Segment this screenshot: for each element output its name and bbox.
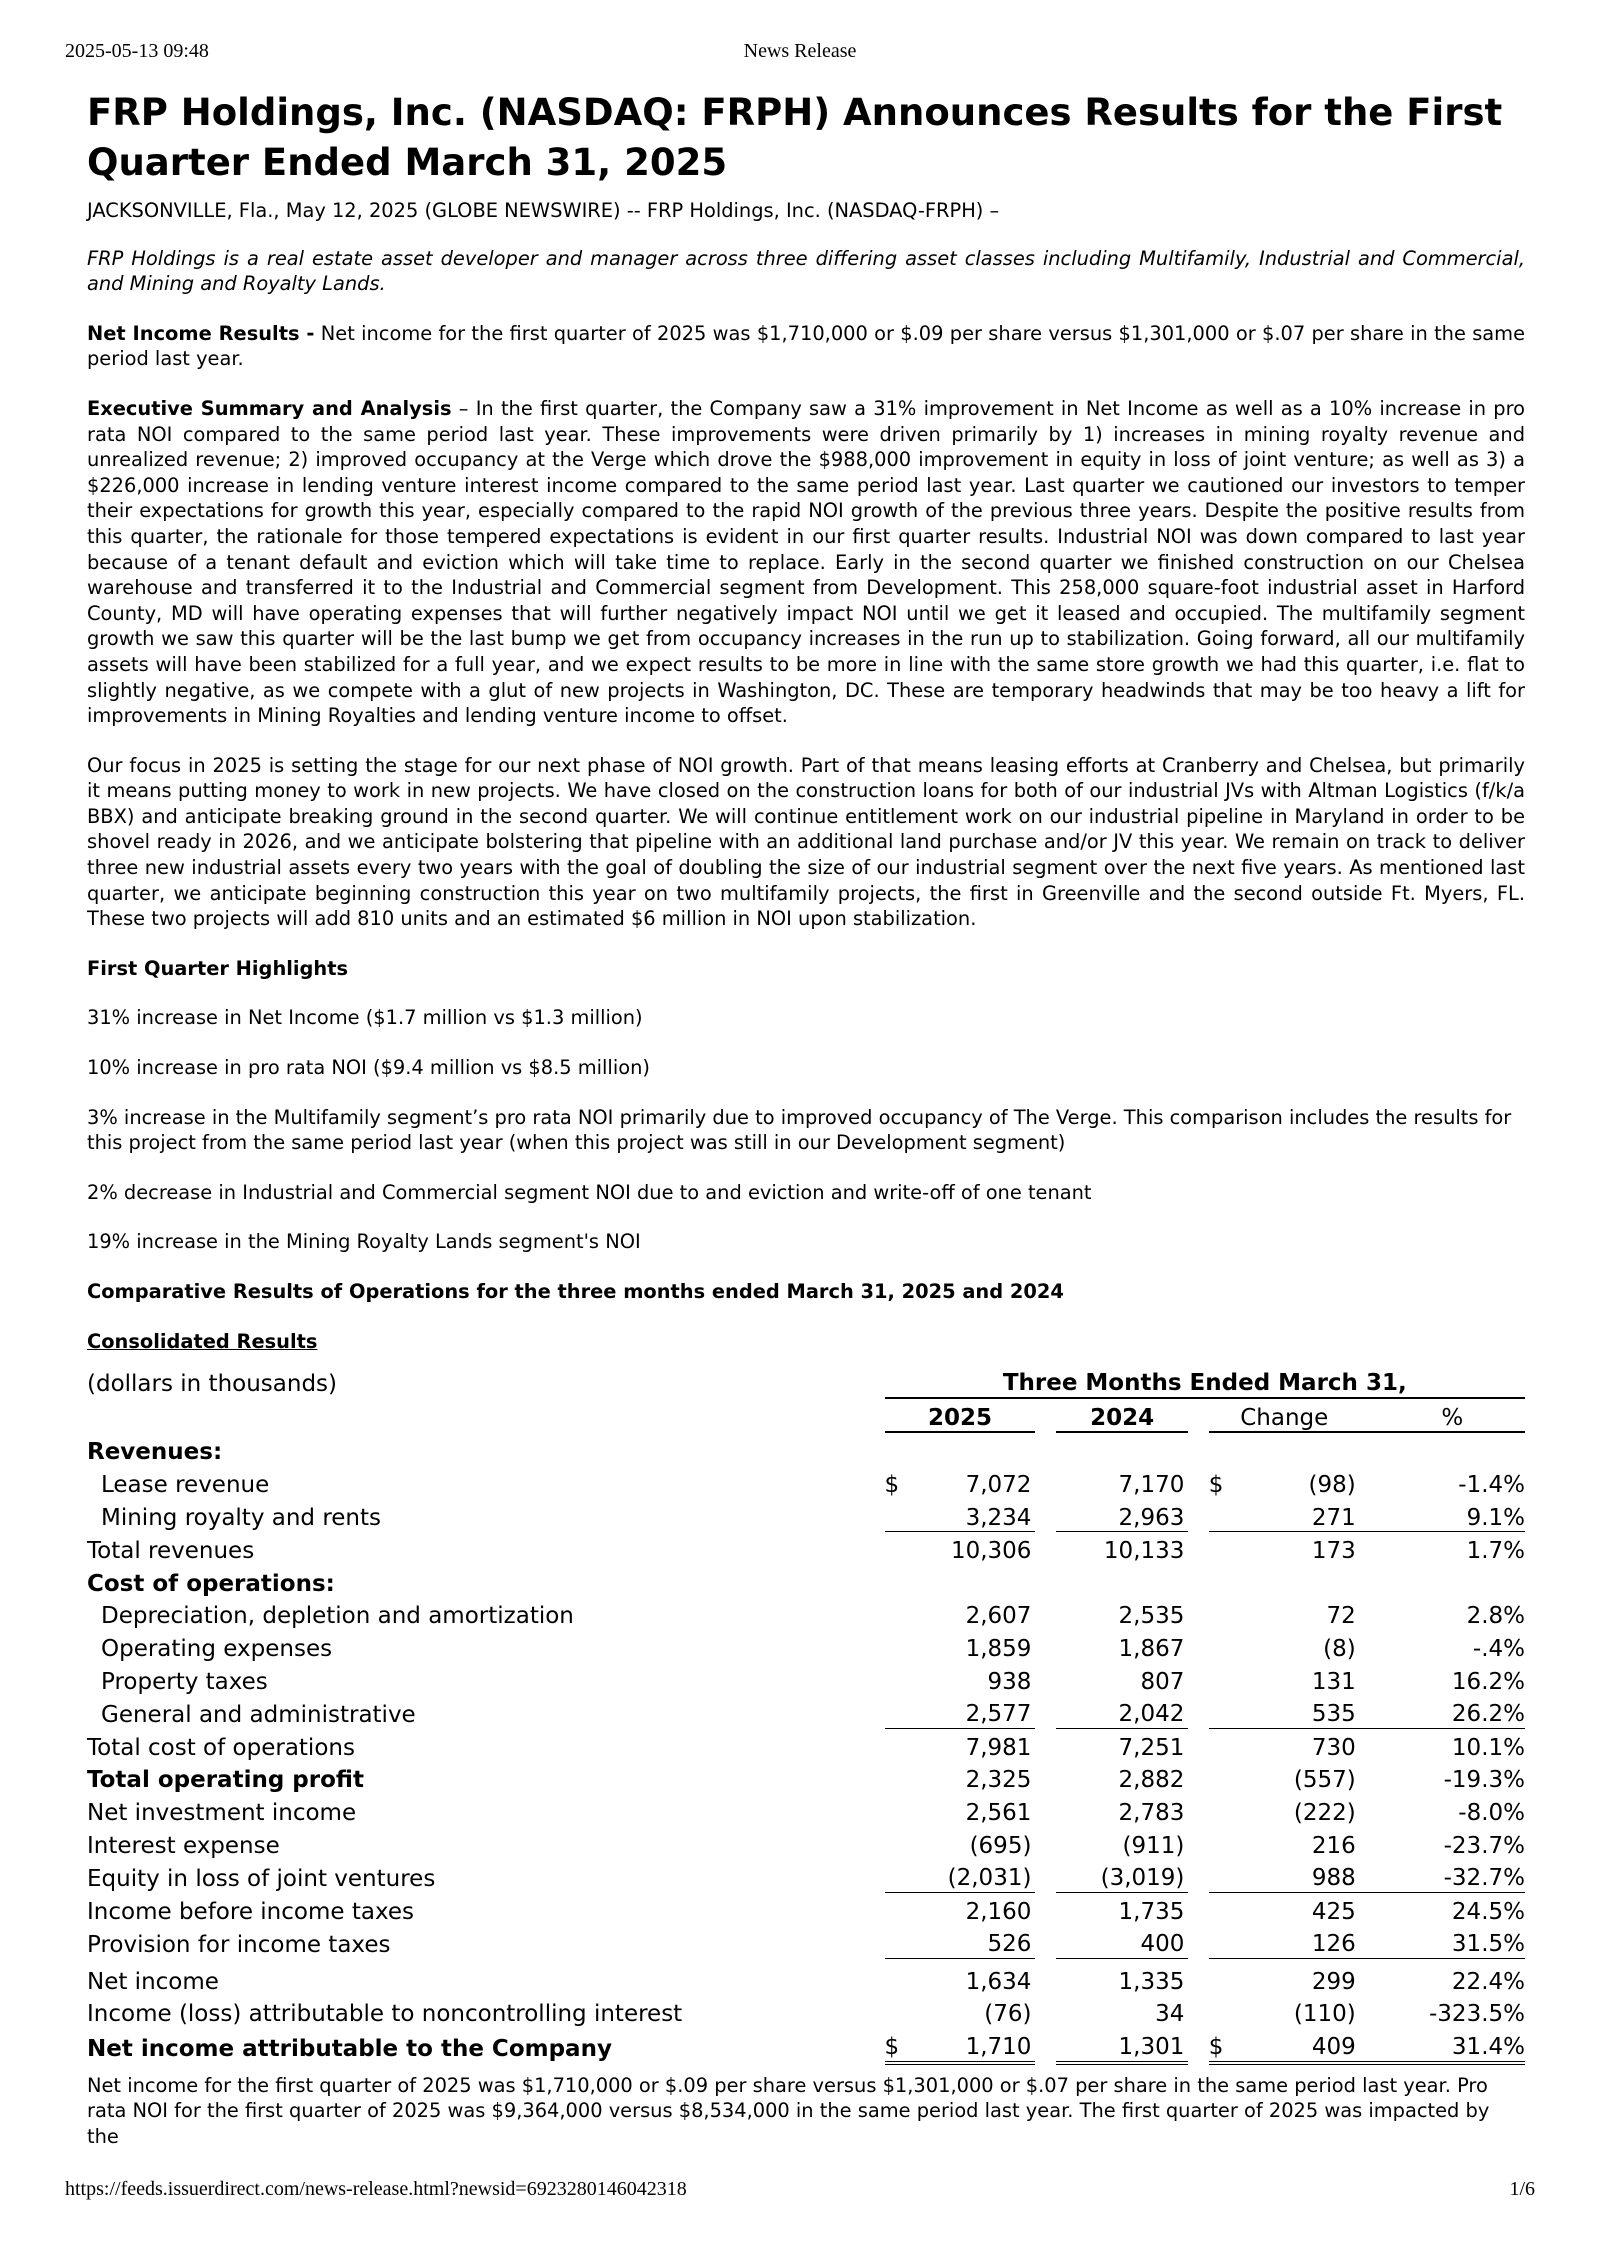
- currency-symbol: $: [885, 2028, 903, 2063]
- value-change: 216: [1311, 1832, 1356, 1859]
- table-header-row: [87, 1364, 1525, 1398]
- dateline: JACKSONVILLE, Fla., May 12, 2025 (GLOBE NEWSWIRE) -- FRP Holdings, Inc. (NASDAQ-FRPH) –: [87, 199, 1000, 222]
- row-label: Cost of operations:: [87, 1570, 335, 1597]
- value-percent: 26.2%: [1360, 1695, 1525, 1728]
- value-change: 173: [1311, 1538, 1356, 1565]
- table-row: [87, 1565, 1525, 1598]
- intro-paragraph: FRP Holdings is a real estate asset developer and manager across three differing asset classes including Multifamily, Industrial and Commercial, and Mining and Royalty Lands.: [87, 246, 1525, 296]
- row-label: Net income: [87, 1968, 219, 1995]
- value-percent: 10.1%: [1451, 1734, 1525, 1761]
- row-label: Net income attributable to the Company: [87, 2036, 612, 2063]
- value-change: (222): [1293, 1799, 1356, 1826]
- value-change: (98): [1308, 1471, 1356, 1498]
- currency-symbol: $: [1208, 1471, 1224, 1498]
- value-2025: 10,306: [950, 1538, 1032, 1565]
- table-row: [87, 1995, 1525, 2028]
- value-2025: 2,607: [965, 1603, 1032, 1630]
- value-2024: 2,042: [1056, 1695, 1189, 1728]
- executive-summary-text: – In the first quarter, the Company saw a 31% improvement in Net Income as well as a 10% increase in pro rata NOI compared to the same period last year. These improvements were driven primarily by 1) increases in mining royalty revenue and unrealized revenue; 2) improved occupancy at the Verge which drove the $988,000 improvement in equity in loss of joint venture; as well as 3) a $226,000 increase in lending venture interest income compared to the same period last year. Last quarter we cautioned our investors to temper their expectations for growth this year, especially compared to the rapid NOI growth of the previous three years. Despite the positive results from this quarter, the rationale for those tempered expectations is evident in our first quarter results. Industrial NOI was down compared to last year because of a tenant default and eviction which will take time to replace. Early in the second quarter we finished construction on our Chelsea warehouse and transferred it to the Industrial and Commercial segment from Development. This 258,000 square-foot industrial asset in Harford County, MD will have operating expenses that will further negatively impact NOI until we get it leased and occupied. The multifamily segment growth we saw this quarter will be the last bump we get from occupancy increases in the run up to stabilization. Going forward, all our multifamily assets will have been stabilized for a full year, and we expect results to be more in line with the same store growth we had this quarter, i.e. flat to slightly negative, as we compete with a glut of new projects in Washington, DC. These are temporary headwinds that may be too heavy a lift for improvements in Mining Royalties and lending venture income to offset.: [87, 396, 1525, 728]
- value-2025: 526: [903, 1925, 1036, 1958]
- print-footer: [65, 2178, 1535, 2208]
- table-body: [87, 1432, 1525, 2062]
- value-change: 299: [1311, 1968, 1356, 1995]
- focus-paragraph: Our focus in 2025 is setting the stage for our next phase of NOI growth. Part of that means leasing efforts at Cranberry and Chelsea, but primarily it means putting money to work in new projects. We have closed on the construction loans for both of our industrial JVs with Altman Logistics (f/k/a BBX) and anticipate breaking ground in the second quarter. We will continue entitlement work on our industrial pipeline in Maryland in order to be shovel ready in 2026, and we anticipate bolstering that pipeline with an additional land purchase and/or JV this year. We remain on track to deliver three new industrial assets every two years with the goal of doubling the size of our industrial segment over the next five years. As mentioned last quarter, we anticipate beginning construction this year on two multifamily projects, the first in Greenville and the second outside Ft. Myers, FL. These two projects will add 810 units and an estimated $6 million in NOI upon stabilization.: [87, 753, 1525, 931]
- row-label: General and administrative: [101, 1701, 416, 1728]
- value-2025: 7,072: [965, 1471, 1032, 1498]
- value-change: 271: [1227, 1499, 1360, 1532]
- value-2025: (76): [984, 2001, 1032, 2028]
- value-2024: 807: [1140, 1668, 1185, 1695]
- row-label: Income (loss) attributable to noncontrolling interest: [87, 2001, 683, 2028]
- value-percent: -32.7%: [1360, 1859, 1525, 1892]
- row-label: Net investment income: [87, 1799, 357, 1826]
- value-change: (8): [1323, 1635, 1356, 1662]
- executive-summary-label: Executive Summary and Analysis: [87, 396, 452, 420]
- value-2024: 2,535: [1118, 1603, 1185, 1630]
- consolidated-results-table: [87, 1364, 1525, 2064]
- highlight-item: 19% increase in the Mining Royalty Lands segment's NOI: [87, 1230, 641, 1254]
- value-percent: 24.5%: [1451, 1898, 1525, 1925]
- row-label: Interest expense: [87, 1832, 280, 1859]
- table-row: [87, 1499, 1525, 1532]
- table-row: [87, 1663, 1525, 1696]
- net-income-label: Net Income Results -: [87, 321, 315, 345]
- table-row: [87, 1466, 1525, 1499]
- value-2024: 10,133: [1103, 1538, 1185, 1565]
- page-number: 1/6: [1509, 2178, 1535, 2200]
- highlights-title: First Quarter Highlights: [87, 956, 349, 980]
- row-label: Total operating profit: [87, 1767, 364, 1794]
- table-row: [87, 2028, 1525, 2063]
- value-change: 730: [1311, 1734, 1356, 1761]
- print-title: News Release: [743, 40, 857, 62]
- value-2024: 1,335: [1118, 1968, 1185, 1995]
- table-row: [87, 1925, 1525, 1958]
- consolidated-title: Consolidated Results: [87, 1329, 318, 1353]
- table-row: [87, 1827, 1525, 1860]
- column-change: Change: [1209, 1398, 1360, 1433]
- continuation-paragraph: Net income for the first quarter of 2025 was $1,710,000 or $.09 per share versus $1,301,000 or $.07 per share in the same period last year. Pro rata NOI for the first quarter of 2025 was $9,364,000 versus $8,534,000 in the same period last year. The first quarter of 2025 was impacted by the: [87, 2073, 1490, 2148]
- table-row: [87, 1630, 1525, 1663]
- value-percent: 31.5%: [1360, 1925, 1525, 1958]
- value-change: (110): [1293, 2001, 1356, 2028]
- value-percent: 9.1%: [1360, 1499, 1525, 1532]
- value-2024: 1,301: [1056, 2028, 1189, 2063]
- row-label: Equity in loss of joint ventures: [87, 1865, 436, 1892]
- value-change: 425: [1311, 1898, 1356, 1925]
- value-change: 988: [1227, 1859, 1360, 1892]
- currency-symbol: $: [1209, 2028, 1227, 2063]
- row-label: Total cost of operations: [87, 1734, 355, 1761]
- value-percent: 16.2%: [1451, 1668, 1525, 1695]
- value-percent: -23.7%: [1443, 1832, 1525, 1859]
- value-percent: 31.4%: [1360, 2028, 1525, 2063]
- executive-summary-paragraph: [87, 396, 1525, 729]
- table-row: [87, 1432, 1525, 1466]
- value-2025: 7,981: [965, 1734, 1032, 1761]
- value-2025: 3,234: [903, 1499, 1036, 1532]
- value-2025: 1,634: [965, 1968, 1032, 1995]
- table-subheader-row: [87, 1398, 1525, 1433]
- units-label: (dollars in thousands): [87, 1371, 338, 1398]
- value-2025: 1,859: [965, 1635, 1032, 1662]
- print-date: 2025-05-13 09:48: [65, 40, 209, 62]
- highlight-item: 2% decrease in Industrial and Commercial segment NOI due to and eviction and write-off of one tenant: [87, 1180, 1092, 1204]
- highlight-item: 31% increase in Net Income ($1.7 million vs $1.3 million): [87, 1006, 643, 1030]
- value-change: 535: [1227, 1695, 1360, 1728]
- value-2025: 2,160: [965, 1898, 1032, 1925]
- value-2025: 2,561: [965, 1799, 1032, 1826]
- currency-symbol: $: [884, 1471, 900, 1498]
- value-change: 131: [1311, 1668, 1356, 1695]
- row-label: Mining royalty and rents: [101, 1505, 382, 1532]
- value-2024: 7,251: [1118, 1734, 1185, 1761]
- value-2025: 2,577: [903, 1695, 1036, 1728]
- value-percent: -.4%: [1472, 1635, 1525, 1662]
- value-percent: 2.8%: [1466, 1603, 1525, 1630]
- value-2024: 1,867: [1118, 1635, 1185, 1662]
- value-percent: 1.7%: [1466, 1538, 1525, 1565]
- value-2025: 938: [987, 1668, 1032, 1695]
- value-2024: 1,735: [1118, 1898, 1185, 1925]
- column-2025: 2025: [885, 1398, 1036, 1433]
- value-2025: (2,031): [903, 1859, 1036, 1892]
- column-percent: %: [1360, 1398, 1525, 1433]
- table-row: [87, 1597, 1525, 1630]
- value-change: 72: [1326, 1603, 1356, 1630]
- value-2025: (695): [969, 1832, 1032, 1859]
- row-label: Lease revenue: [101, 1471, 270, 1498]
- row-label: Revenues:: [87, 1439, 223, 1466]
- comparative-title: Comparative Results of Operations for the three months ended March 31, 2025 and 2024: [87, 1280, 1064, 1303]
- value-percent: -323.5%: [1429, 2001, 1525, 2028]
- value-percent: -19.3%: [1443, 1767, 1525, 1794]
- value-change: (557): [1293, 1767, 1356, 1794]
- headline: FRP Holdings, Inc. (NASDAQ: FRPH) Announces Results for the First Quarter Ended March 31, 2025: [87, 91, 1503, 184]
- table-row: [87, 1859, 1525, 1892]
- value-2024: 2,882: [1118, 1767, 1185, 1794]
- value-percent: -8.0%: [1458, 1799, 1525, 1826]
- value-change: 126: [1227, 1925, 1360, 1958]
- row-label: Total revenues: [87, 1538, 255, 1565]
- row-label: Income before income taxes: [87, 1898, 414, 1925]
- period-header: Three Months Ended March 31,: [885, 1364, 1525, 1398]
- row-label: Operating expenses: [101, 1635, 333, 1662]
- net-income-text: Net income for the first quarter of 2025 was $1,710,000 or $.09 per share versus $1,301,000 or $.07 per share in the same period last year.: [87, 321, 1525, 371]
- value-2024: 2,963: [1056, 1499, 1189, 1532]
- highlight-item: 3% increase in the Multifamily segment’s pro rata NOI primarily due to improved occupancy of The Verge. This comparison includes the results for this project from the same period last year (when this project was still in our Development segment): [87, 1105, 1512, 1155]
- print-header: [65, 40, 1535, 70]
- table-row: [87, 1794, 1525, 1827]
- value-2024: 400: [1056, 1925, 1189, 1958]
- row-label: Property taxes: [101, 1668, 268, 1695]
- value-2024: (3,019): [1056, 1859, 1189, 1892]
- value-2025: 1,710: [903, 2028, 1036, 2063]
- table-row: [87, 1761, 1525, 1794]
- value-percent: 22.4%: [1451, 1968, 1525, 1995]
- table-row: [87, 1728, 1525, 1761]
- value-2025: 2,325: [965, 1767, 1032, 1794]
- row-label: Provision for income taxes: [87, 1931, 391, 1958]
- table-row: [87, 1695, 1525, 1728]
- column-2024: 2024: [1056, 1398, 1189, 1433]
- value-2024: 2,783: [1118, 1799, 1185, 1826]
- table-row: [87, 1963, 1525, 1996]
- value-2024: 7,170: [1118, 1471, 1185, 1498]
- table-row: [87, 1532, 1525, 1565]
- value-change: 409: [1227, 2028, 1360, 2063]
- row-label: Depreciation, depletion and amortization: [101, 1603, 574, 1630]
- net-income-paragraph: [87, 321, 1525, 372]
- value-2024: 34: [1155, 2001, 1185, 2028]
- highlight-item: 10% increase in pro rata NOI ($9.4 million vs $8.5 million): [87, 1056, 650, 1080]
- source-url: https://feeds.issuerdirect.com/news-release.html?newsid=6923280146042318: [65, 2178, 687, 2200]
- value-percent: -1.4%: [1458, 1471, 1525, 1498]
- value-2024: (911): [1122, 1832, 1185, 1859]
- article: [87, 88, 1525, 2173]
- table-row: [87, 1892, 1525, 1925]
